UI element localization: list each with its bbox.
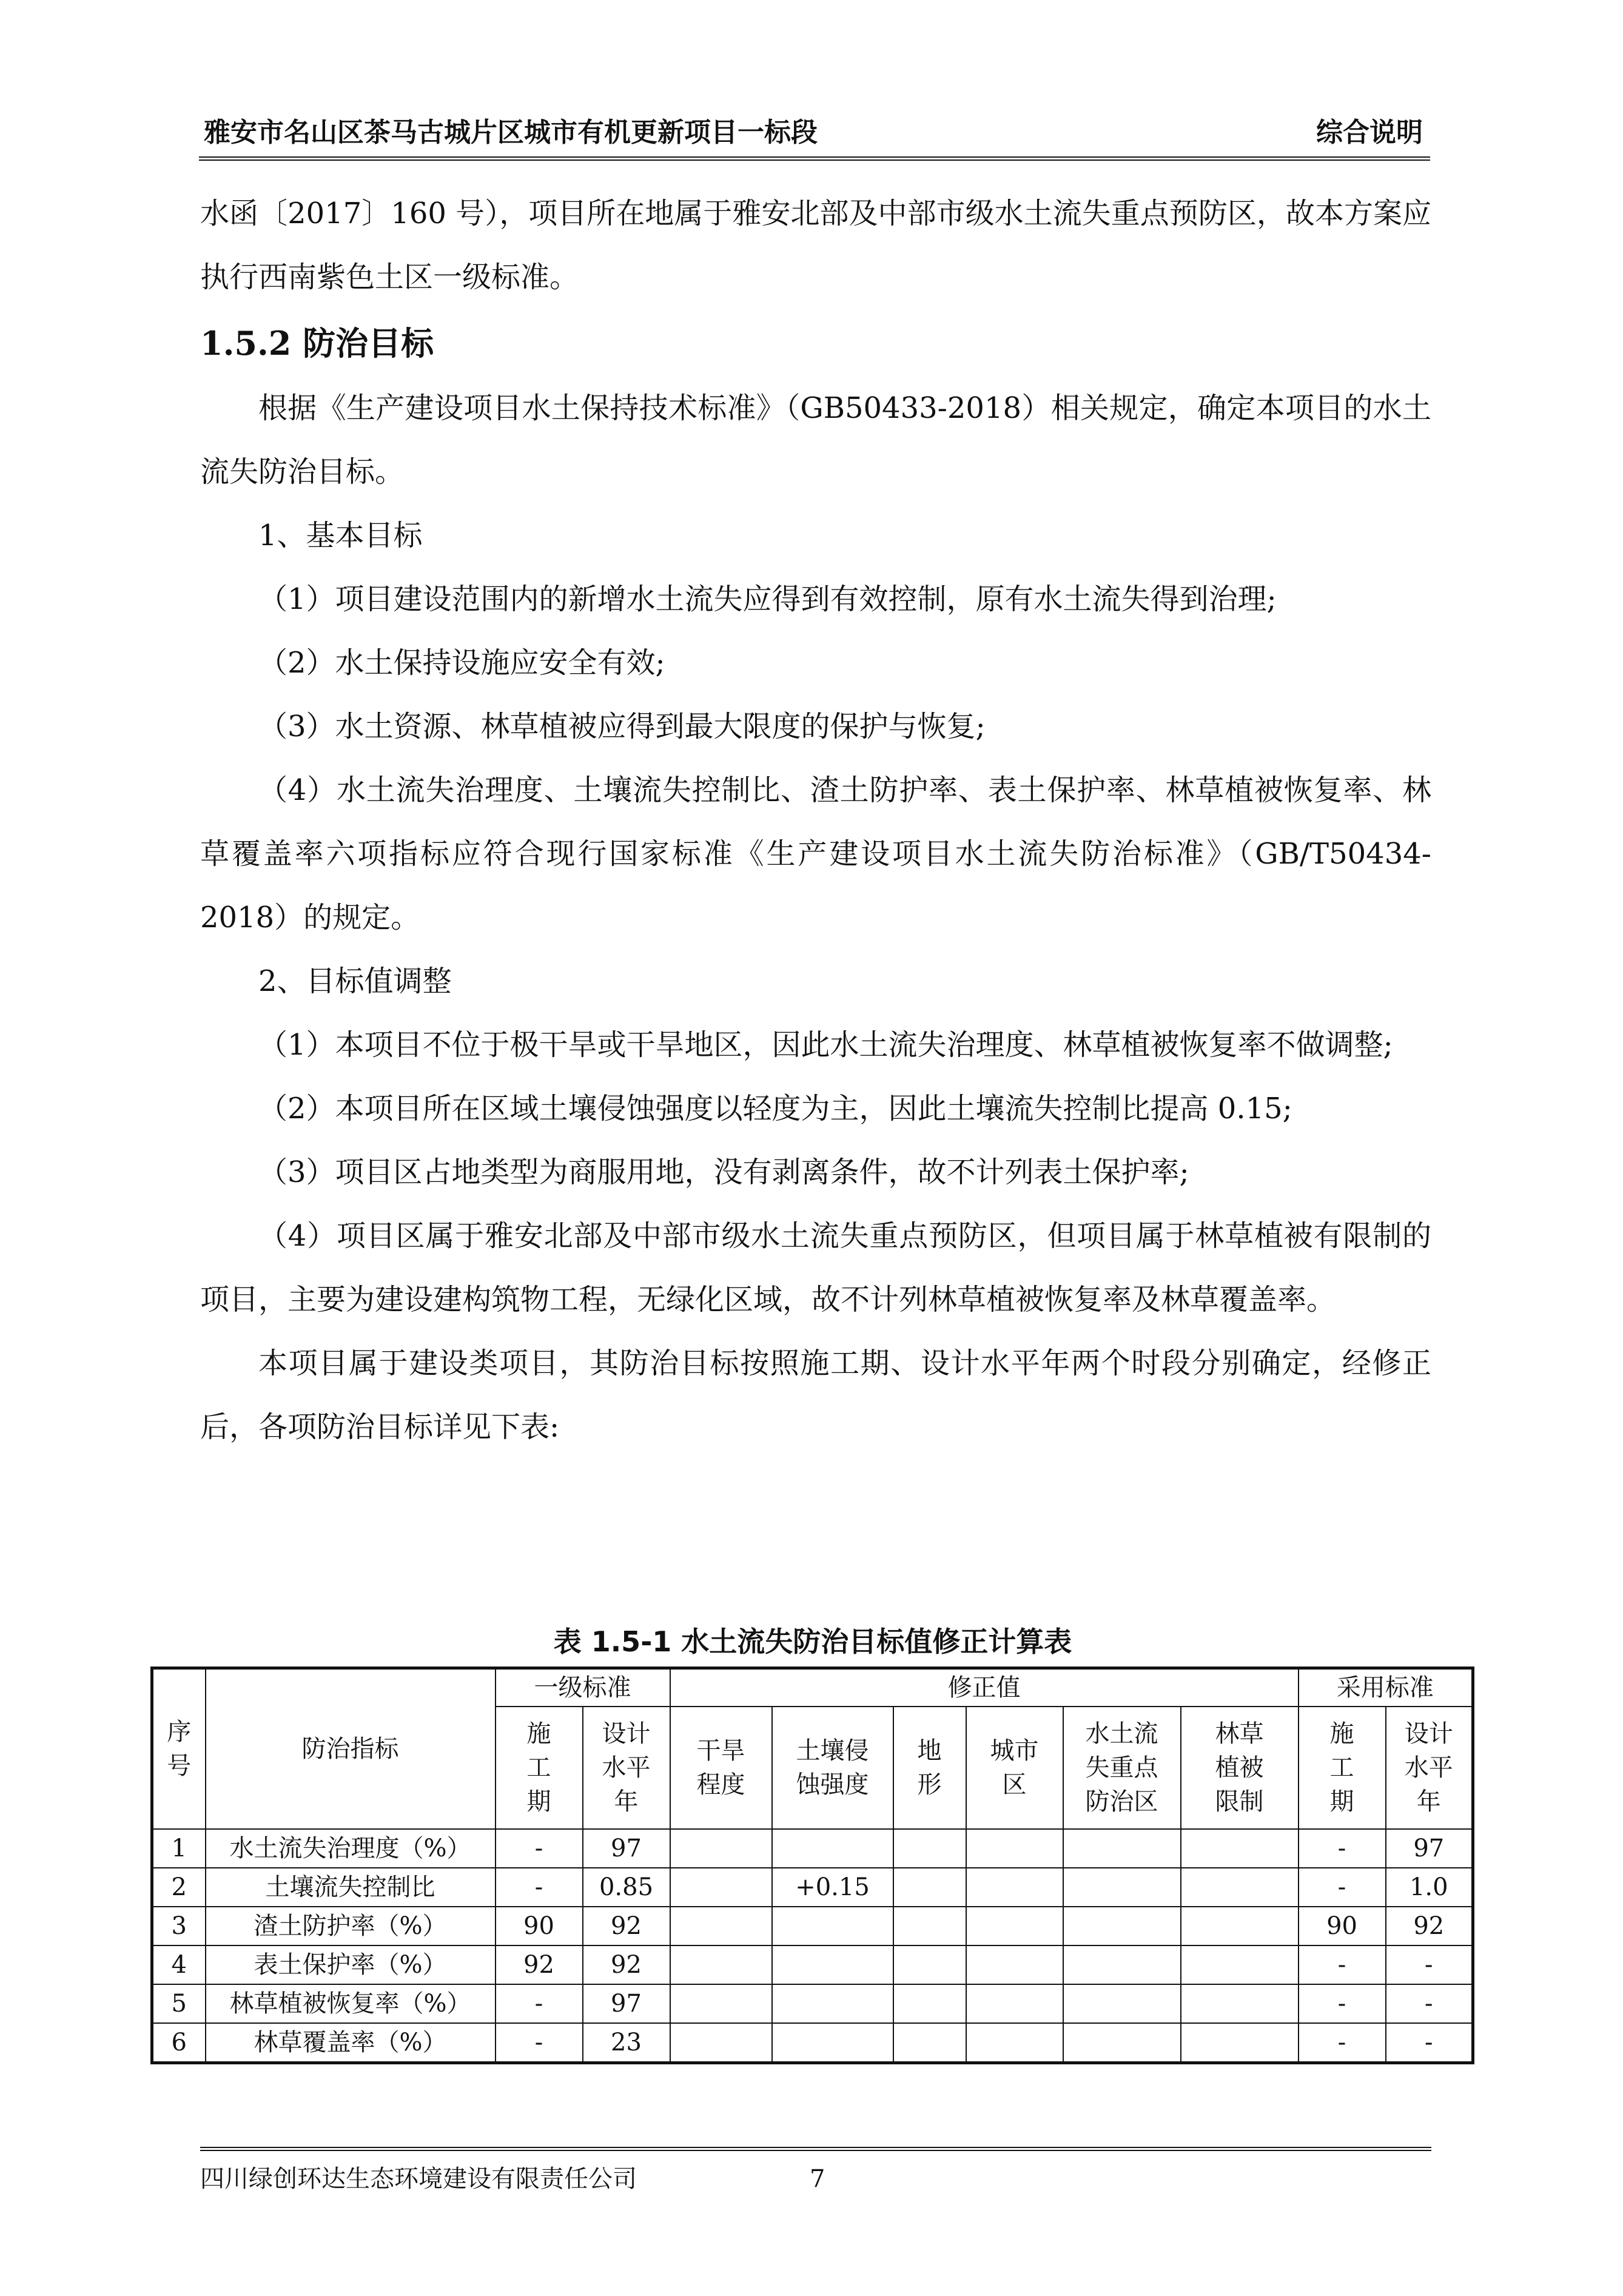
table-cell: 水土流失治理度（%） bbox=[206, 1829, 496, 1868]
table-cell bbox=[1181, 1945, 1299, 1984]
table-cell bbox=[893, 1829, 966, 1868]
table-cell bbox=[893, 2023, 966, 2063]
table-cell: 2 bbox=[152, 1868, 206, 1907]
table-row bbox=[152, 1907, 1473, 1945]
table-cell bbox=[670, 2023, 772, 2063]
table-cell: 1.0 bbox=[1386, 1868, 1473, 1907]
header-arid-degree: 干旱 程度 bbox=[670, 1707, 772, 1829]
table-cell bbox=[1063, 1868, 1181, 1907]
table-row bbox=[152, 1829, 1473, 1868]
table-cell bbox=[772, 1907, 893, 1945]
table-cell: - bbox=[496, 2023, 583, 2063]
table-cell: - bbox=[1299, 1945, 1386, 1984]
table-cell bbox=[966, 1868, 1063, 1907]
header-design-year: 设计 水平 年 bbox=[583, 1707, 670, 1829]
table-cell: - bbox=[1386, 2023, 1473, 2063]
table-cell: 90 bbox=[496, 1907, 583, 1945]
table-cell bbox=[893, 1868, 966, 1907]
table-cell: 4 bbox=[152, 1945, 206, 1984]
table-cell bbox=[670, 1829, 772, 1868]
table-cell bbox=[1181, 1907, 1299, 1945]
table-cell: - bbox=[496, 1984, 583, 2023]
table-cell bbox=[772, 2023, 893, 2063]
table-cell bbox=[966, 1907, 1063, 1945]
header-construction-period: 施 工 期 bbox=[496, 1707, 583, 1829]
table-row bbox=[152, 1945, 1473, 1984]
section-heading-text: 防治目标 bbox=[303, 324, 434, 363]
table-caption: 表 1.5-1 水土流失防治目标值修正计算表 bbox=[553, 1625, 1072, 1658]
table-cell: 92 bbox=[583, 1945, 670, 1984]
table-cell: 5 bbox=[152, 1984, 206, 2023]
table-cell: - bbox=[1299, 2023, 1386, 2063]
section-number: 1.5.2 bbox=[200, 324, 292, 363]
paragraph: 本项目属于建设类项目，其防治目标按照施工期、设计水平年两个时段分别确定，经修正后，各项防治目标详见下表: bbox=[200, 1346, 1431, 1444]
footer-company: 四川绿创环达生态环境建设有限责任公司 bbox=[200, 2165, 637, 2193]
header-level1-standard: 一级标准 bbox=[496, 1668, 670, 1707]
list-item: （2）水土保持设施应安全有效; bbox=[258, 646, 665, 680]
table-cell: 3 bbox=[152, 1907, 206, 1945]
paragraph: 水函〔2017〕160 号），项目所在地属于雅安北部及中部市级水土流失重点预防区，故本方案应执行西南紫色土区一级标准。 bbox=[200, 196, 1431, 294]
table-cell: 97 bbox=[1386, 1829, 1473, 1868]
table-cell bbox=[1063, 1907, 1181, 1945]
paragraph: 根据《生产建设项目水土保持技术标准》（GB50433-2018）相关规定，确定本项目的水土流失防治目标。 bbox=[200, 391, 1431, 489]
table-cell: 23 bbox=[583, 2023, 670, 2063]
table-cell bbox=[893, 1945, 966, 1984]
targets-table bbox=[150, 1667, 1474, 2064]
table-cell bbox=[1181, 1868, 1299, 1907]
list-heading: 2、目标值调整 bbox=[258, 964, 452, 998]
table-cell bbox=[893, 1984, 966, 2023]
table-body bbox=[152, 1829, 1473, 2063]
table-cell bbox=[1063, 1829, 1181, 1868]
page-footer bbox=[200, 2147, 1431, 2193]
table-cell: 92 bbox=[1386, 1907, 1473, 1945]
header-adopted-construction-period: 施 工 期 bbox=[1299, 1707, 1386, 1829]
table-cell bbox=[966, 1829, 1063, 1868]
table-cell: 林草覆盖率（%） bbox=[206, 2023, 496, 2063]
table-cell bbox=[1181, 1984, 1299, 2023]
list-item: （1）本项目不位于极干旱或干旱地区，因此水土流失治理度、林草植被恢复率不做调整; bbox=[258, 1028, 1393, 1062]
list-item: （4）水土流失治理度、土壤流失控制比、渣土防护率、表土保护率、林草植被恢复率、林草覆盖率六项指标应符合现行国家标准《生产建设项目水土流失防治标准》（GB/T50434-2018）的规定。 bbox=[200, 773, 1431, 935]
table-cell: 6 bbox=[152, 2023, 206, 2063]
header-urban-area: 城市 区 bbox=[966, 1707, 1063, 1829]
document-title: 雅安市名山区茶马古城片区城市有机更新项目一标段 bbox=[204, 117, 818, 148]
table-cell: - bbox=[1386, 1984, 1473, 2023]
table-row bbox=[152, 1868, 1473, 1907]
table-cell: 90 bbox=[1299, 1907, 1386, 1945]
table-cell: 表土保护率（%） bbox=[206, 1945, 496, 1984]
table-cell bbox=[670, 1984, 772, 2023]
table-cell bbox=[1181, 1829, 1299, 1868]
table-cell bbox=[893, 1907, 966, 1945]
table-cell bbox=[772, 1945, 893, 1984]
table-cell: 97 bbox=[583, 1984, 670, 2023]
header-adopted-design-year: 设计 水平 年 bbox=[1386, 1707, 1473, 1829]
table-cell: - bbox=[496, 1829, 583, 1868]
table-cell bbox=[772, 1984, 893, 2023]
section-title: 综合说明 bbox=[1316, 117, 1423, 148]
table-cell: 1 bbox=[152, 1829, 206, 1868]
table-cell bbox=[1063, 1984, 1181, 2023]
list-heading: 1、基本目标 bbox=[258, 519, 423, 552]
table-cell bbox=[670, 1907, 772, 1945]
page-number: 7 bbox=[810, 2165, 825, 2193]
table-cell: 土壤流失控制比 bbox=[206, 1868, 496, 1907]
page-header bbox=[199, 115, 1430, 161]
table-cell: 0.85 bbox=[583, 1868, 670, 1907]
table-cell: - bbox=[1299, 1868, 1386, 1907]
table-cell bbox=[670, 1945, 772, 1984]
list-item: （3）水土资源、林草植被应得到最大限度的保护与恢复; bbox=[258, 710, 986, 744]
body-content bbox=[200, 182, 1431, 1459]
table-row bbox=[152, 2023, 1473, 2063]
table-cell bbox=[772, 1829, 893, 1868]
header-seq: 序 号 bbox=[152, 1668, 206, 1830]
list-item: （1）项目建设范围内的新增水土流失应得到有效控制，原有水土流失得到治理; bbox=[258, 582, 1277, 616]
table-cell: 92 bbox=[583, 1907, 670, 1945]
table-cell bbox=[670, 1868, 772, 1907]
table-cell bbox=[1181, 2023, 1299, 2063]
table-cell: - bbox=[1299, 1984, 1386, 2023]
table-cell bbox=[966, 1984, 1063, 2023]
header-vegetation-limit: 林草 植被 限制 bbox=[1181, 1707, 1299, 1829]
table-cell bbox=[1063, 2023, 1181, 2063]
header-adopted-standard: 采用标准 bbox=[1299, 1668, 1473, 1707]
section-heading bbox=[200, 313, 1431, 374]
table-cell: 97 bbox=[583, 1829, 670, 1868]
list-item: （4）项目区属于雅安北部及中部市级水土流失重点预防区，但项目属于林草植被有限制的项目，主要为建设建构筑物工程，无绿化区域，故不计列林草植被恢复率及林草覆盖率。 bbox=[200, 1219, 1431, 1317]
table-cell: +0.15 bbox=[772, 1868, 893, 1907]
list-item: （3）项目区占地类型为商服用地，没有剥离条件，故不计列表土保护率; bbox=[258, 1155, 1189, 1189]
table-row bbox=[152, 1984, 1473, 2023]
header-index: 防治指标 bbox=[206, 1668, 496, 1830]
table-cell: 92 bbox=[496, 1945, 583, 1984]
table-header-row bbox=[152, 1668, 1473, 1707]
table-cell: - bbox=[496, 1868, 583, 1907]
table-cell: - bbox=[1386, 1945, 1473, 1984]
header-correction: 修正值 bbox=[670, 1668, 1299, 1707]
table-cell: - bbox=[1299, 1829, 1386, 1868]
header-erosion-intensity: 土壤侵 蚀强度 bbox=[772, 1707, 893, 1829]
table-cell bbox=[966, 1945, 1063, 1984]
table-cell bbox=[1063, 1945, 1181, 1984]
list-item: （2）本项目所在区域土壤侵蚀强度以轻度为主，因此土壤流失控制比提高 0.15; bbox=[258, 1092, 1292, 1126]
table-cell: 渣土防护率（%） bbox=[206, 1907, 496, 1945]
table-cell bbox=[966, 2023, 1063, 2063]
header-key-prevention-area: 水土流 失重点 防治区 bbox=[1063, 1707, 1181, 1829]
header-terrain: 地 形 bbox=[893, 1707, 966, 1829]
table-cell: 林草植被恢复率（%） bbox=[206, 1984, 496, 2023]
